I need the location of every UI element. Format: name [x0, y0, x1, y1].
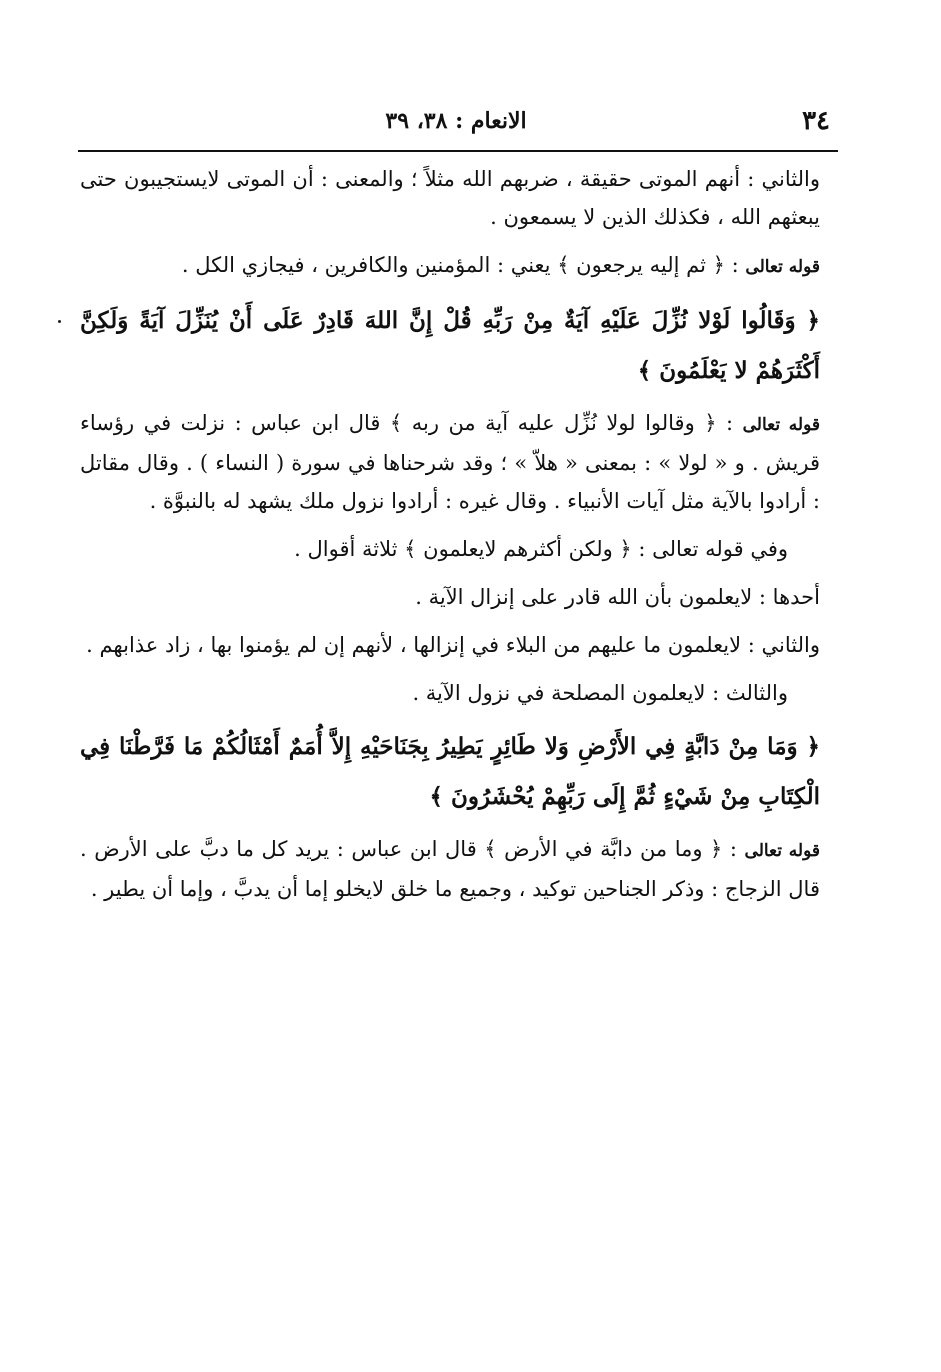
verse-reference-label: قوله تعالى [745, 257, 820, 277]
commentary-paragraph [80, 404, 820, 520]
paragraph-text: والثاني : أنهم الموتى حقيقة ، ضربهم الله مثلاً ؛ والمعنى : أن الموتى لايستجيبون حتى يبعثهم الله ، فكذلك الذين لا يسمعون . [80, 167, 820, 229]
paragraph-text: وفي قوله تعالى : ﴿ ولكن أكثرهم لايعلمون ﴾ ثلاثة أقوال . [294, 537, 788, 561]
quran-verse [80, 296, 820, 396]
commentary-paragraph [80, 830, 820, 908]
commentary-paragraph [80, 160, 820, 236]
verse-reference-label: قوله تعالى [744, 841, 820, 861]
commentary-paragraph [80, 246, 820, 286]
paragraph-text: والثاني : لايعلمون ما عليهم من البلاء في إنزالها ، لأنهم إن لم يؤمنوا بها ، زاد عذابهم . [86, 633, 820, 657]
header-rule [78, 150, 838, 152]
paragraph-text: أحدها : لايعلمون بأن الله قادر على إنزال الآية . [415, 585, 820, 609]
paragraph-text: : ﴿ وقالوا لولا نُزِّل عليه آية من ربه ﴾ قال ابن عباس : نزلت في رؤساء قريش . و « لولا » : بمعنى « هلاّ » ؛ وقد شرحناها في سورة ( النساء ) . وقال مقاتل : أرادوا بالآية مثل آيات الأنبياء . وقال غيره : أرادوا نزول ملك يشهد له بالنبوَّة . [80, 411, 820, 513]
paragraph-text: والثالث : لايعلمون المصلحة في نزول الآية . [412, 681, 788, 705]
verse-reference-label: قوله تعالى [742, 415, 820, 435]
commentary-paragraph [80, 674, 820, 712]
commentary-paragraph [80, 626, 820, 664]
paragraph-text: : ﴿ وما من دابَّة في الأرض ﴾ قال ابن عباس : يريد كل ما دبَّ على الأرض . قال الزجاج : وذكر الجناحين توكيد ، وجميع ما خلق لايخلو إما أن يدبَّ ، وإما أن يطير . [80, 837, 820, 901]
margin-speck [58, 320, 61, 323]
running-title: الانعام : ٣٨، ٣٩ [385, 108, 527, 134]
page-number: ٣٤ [802, 106, 830, 136]
commentary-paragraph [80, 530, 820, 568]
commentary-paragraph [80, 578, 820, 616]
quran-verse [80, 722, 820, 822]
page-body [80, 160, 820, 918]
paragraph-text: ﴿ وَقَالُوا لَوْلا نُزِّلَ عَلَيْهِ آيَةٌ مِنْ رَبِّهِ قُلْ إِنَّ اللهَ قَادِرٌ عَلَى أَنْ يُنَزِّلَ آيَةً وَلَكِنَّ أَكْثَرَهُمْ لا يَعْلَمُونَ ﴾ [80, 307, 820, 384]
paragraph-text: ﴿ وَمَا مِنْ دَابَّةٍ فِي الأَرْضِ وَلا طَائِرٍ يَطِيرُ بِجَنَاحَيْهِ إِلاَّ أُمَمٌ أَمْثَالُكُمْ مَا فَرَّطْنَا فِي الْكِتَابِ مِنْ شَيْءٍ ثُمَّ إِلَى رَبِّهِمْ يُحْشَرُونَ ﴾ [80, 733, 820, 810]
paragraph-text: : ﴿ ثم إليه يرجعون ﴾ يعني : المؤمنين والكافرين ، فيجازي الكل . [181, 253, 746, 277]
page-header [78, 104, 834, 148]
